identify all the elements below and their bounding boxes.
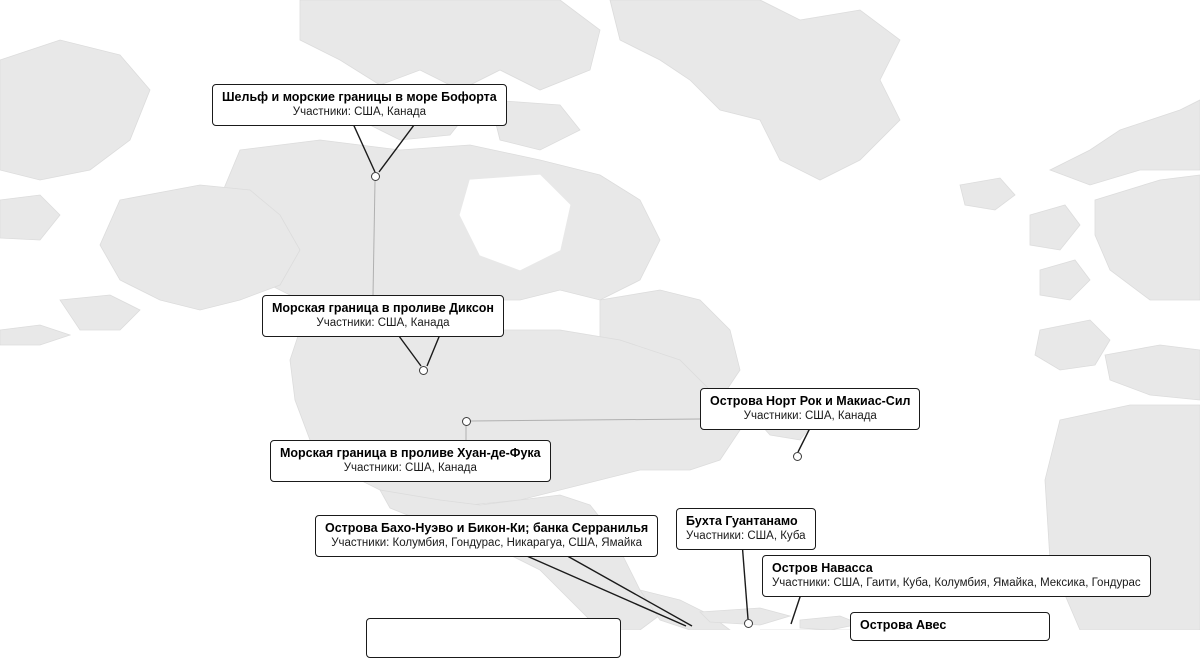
marker-north-rock-machias-seal[interactable] <box>793 452 802 461</box>
marker-juan-de-fuca[interactable] <box>462 417 471 426</box>
mediterranean-europe <box>1105 345 1200 400</box>
callout-title: Бухта Гуантанамо <box>686 514 798 528</box>
callout-title: Острова Авес <box>860 618 947 632</box>
callout-north-rock-machias-seal[interactable] <box>700 388 920 430</box>
marker-beaufort-sea[interactable] <box>371 172 380 181</box>
callout-title: Острова Норт Рок и Макиас-Сил <box>710 394 911 408</box>
marker-guantanamo-bay[interactable] <box>744 619 753 628</box>
iberia <box>1035 320 1110 370</box>
iceland <box>960 178 1015 210</box>
callout-guantanamo-bay[interactable] <box>676 508 816 550</box>
callout-title: Морская граница в проливе Диксон <box>272 301 494 315</box>
callout-subtitle: Участники: США, Канада <box>292 105 426 118</box>
central-america <box>640 590 730 630</box>
marker-dixon-entrance[interactable] <box>419 366 428 375</box>
greenland <box>610 0 900 180</box>
callout-title: Острова Бахо-Нуэво и Бикон-Ки; банка Серранилья <box>325 521 649 535</box>
british-isles <box>1030 205 1080 250</box>
callout-beaufort-sea[interactable] <box>212 84 507 126</box>
scandinavia <box>1050 100 1200 185</box>
callout-bajo-nuevo-serranilla[interactable] <box>315 515 658 557</box>
callout-title: Остров Навасса <box>772 561 873 575</box>
callout-subtitle: Участники: США, Гаити, Куба, Колумбия, Ямайка, Мексика, Гондурас <box>772 576 1141 589</box>
aleutian-islands <box>0 325 70 345</box>
mexico <box>380 490 660 630</box>
france-west <box>1040 260 1090 300</box>
callout-subtitle: Участники: США, Куба <box>686 529 806 542</box>
siberia-east <box>0 40 150 180</box>
northern-europe <box>1095 175 1200 300</box>
callout-navassa-island[interactable] <box>762 555 1151 597</box>
callout-dixon-entrance[interactable] <box>262 295 504 337</box>
callout-subtitle: Участники: США, Канада <box>743 409 877 422</box>
callout-juan-de-fuca[interactable] <box>270 440 551 482</box>
alaska-peninsula <box>60 295 140 330</box>
callout-title: Шельф и морские границы в море Бофорта <box>222 90 497 104</box>
arctic-archipelago <box>300 0 600 90</box>
callout-title: Морская граница в проливе Хуан-де-Фука <box>280 446 541 460</box>
callout-aves-islands[interactable] <box>850 612 1050 641</box>
callout-subtitle: Участники: Колумбия, Гондурас, Никарагуа, США, Ямайка <box>331 536 642 549</box>
callout-subtitle: Участники: США, Канада <box>343 461 477 474</box>
kamchatka <box>0 195 60 240</box>
callout-subtitle: Участники: США, Канада <box>316 316 450 329</box>
callout-bottom-left-partial[interactable] <box>366 618 621 658</box>
